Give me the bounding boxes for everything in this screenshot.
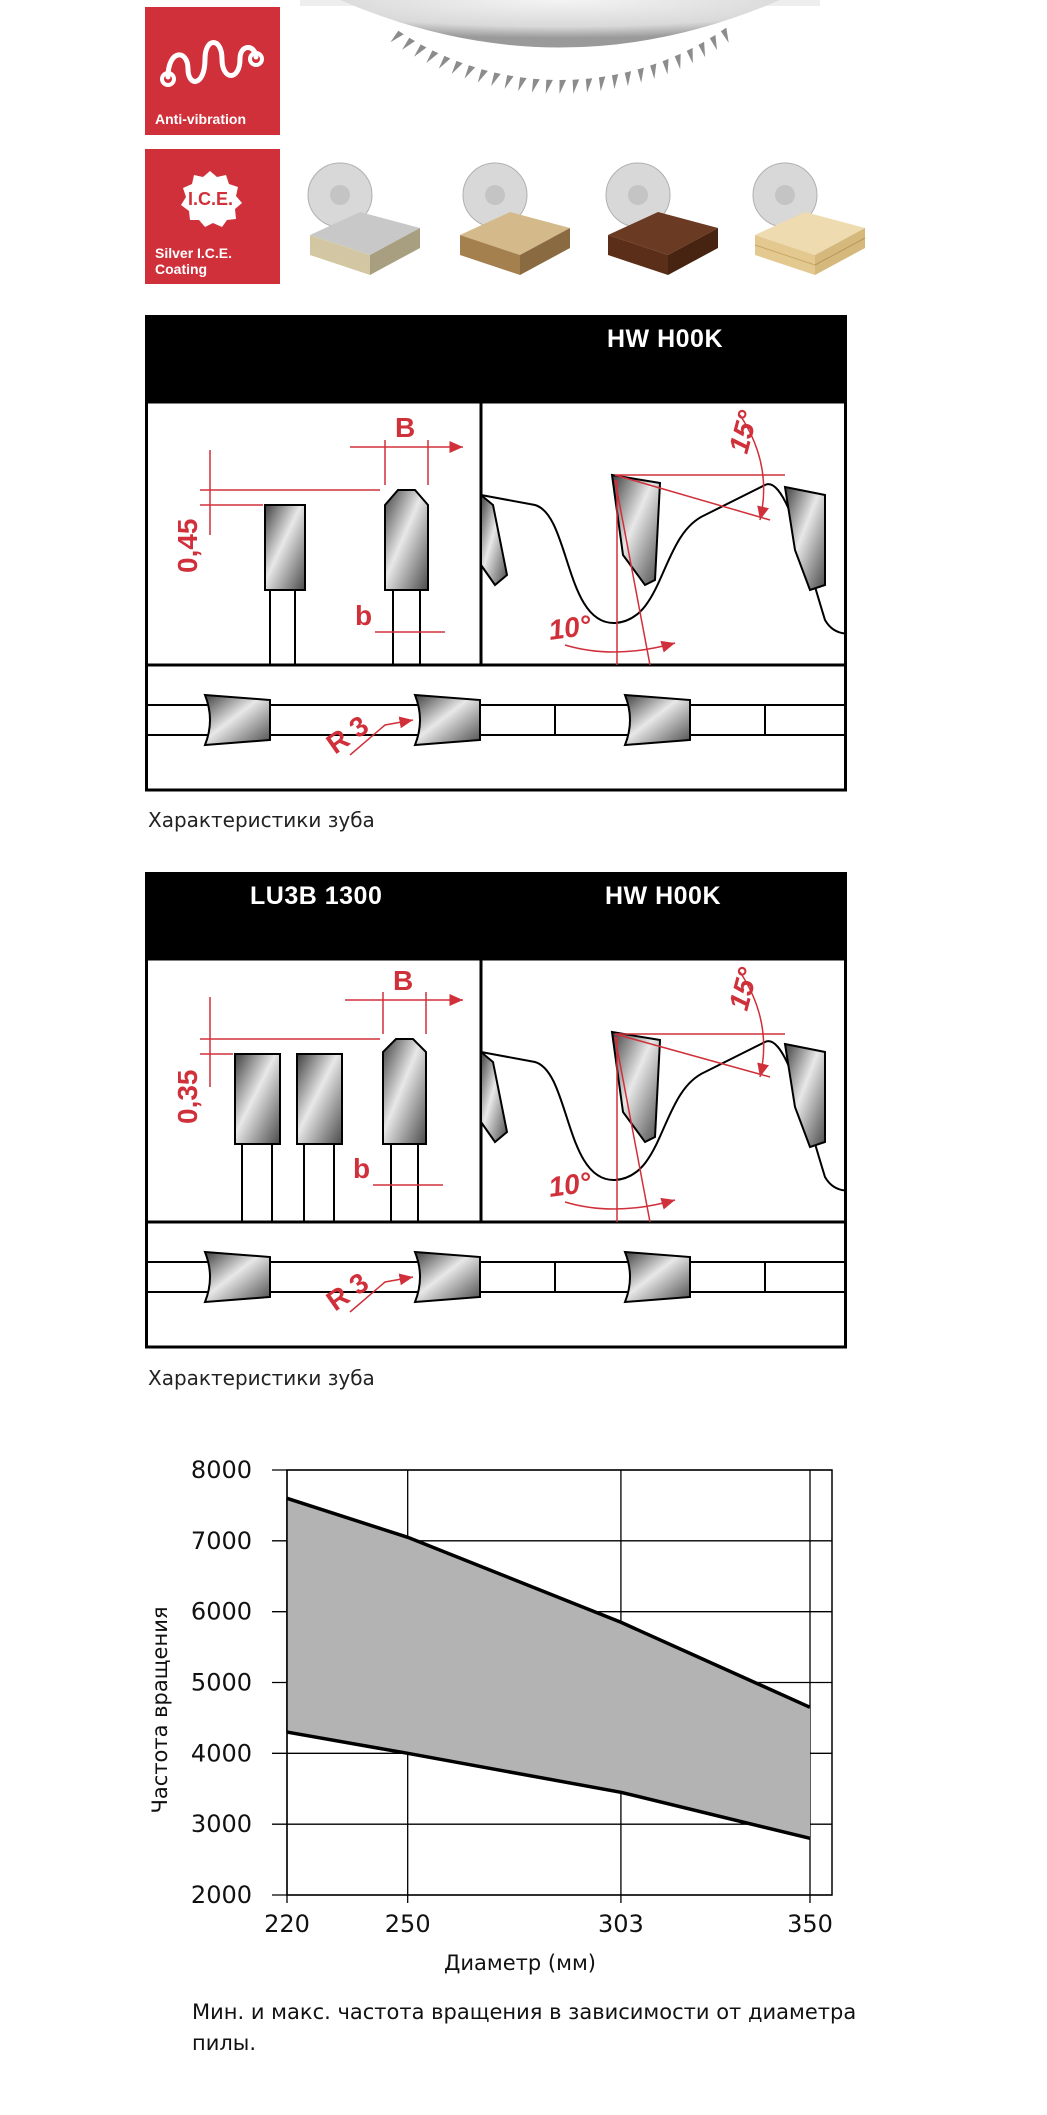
rpm-range-band xyxy=(287,1498,810,1838)
chart-caption: Мин. и макс. частота вращения в зависимости от диаметра пилы. xyxy=(192,2000,857,2055)
hook-angle-label: 10° xyxy=(546,609,593,646)
silver-ice-label-1: Silver I.C.E. xyxy=(155,245,233,261)
x-tick-label: 350 xyxy=(787,1910,833,1938)
tooth-caption-1: Характеристики зуба xyxy=(148,808,375,832)
hook-angle-label: 10° xyxy=(546,1166,593,1203)
blade-code-title: LU3B 1300 xyxy=(250,882,383,910)
dim-B-label: B xyxy=(393,965,414,996)
radius-label: R 3 xyxy=(320,709,375,760)
dim-b-label: b xyxy=(353,1153,371,1184)
dim-b-label: b xyxy=(355,600,373,631)
tooth-caption-2: Характеристики зуба xyxy=(148,1366,375,1390)
x-axis-label: Диаметр (мм) xyxy=(444,1951,596,1975)
y-tick-label: 6000 xyxy=(190,1597,252,1626)
y-tick-label: 2000 xyxy=(190,1881,252,1909)
y-tick-label: 8000 xyxy=(190,1456,252,1484)
tooth-type-title: HW H00K xyxy=(605,882,722,910)
clearance-angle-label: 15° xyxy=(722,964,764,1014)
y-tick-label: 5000 xyxy=(190,1668,252,1697)
y-tick-label: 3000 xyxy=(190,1810,252,1839)
y-tick-label: 4000 xyxy=(190,1739,252,1768)
anti-vibration-label: Anti-vibration xyxy=(155,111,246,127)
x-tick-label: 250 xyxy=(384,1910,431,1938)
y-axis-label: Частота вращения xyxy=(148,1606,172,1814)
x-tick-label: 303 xyxy=(598,1910,644,1938)
x-tick-label: 220 xyxy=(264,1910,310,1938)
ice-logo-text: I.C.E. xyxy=(187,189,233,209)
dim-top-label: 0,45 xyxy=(172,518,203,573)
dim-top-label: 0,35 xyxy=(172,1069,203,1124)
tooth-type-title: HW H00K xyxy=(607,325,724,353)
y-tick-label: 7000 xyxy=(190,1526,252,1555)
silver-ice-label-2: Coating xyxy=(155,261,208,277)
dim-B-label: B xyxy=(395,412,416,443)
clearance-angle-label: 15° xyxy=(722,407,764,457)
radius-label: R 3 xyxy=(320,1266,375,1317)
